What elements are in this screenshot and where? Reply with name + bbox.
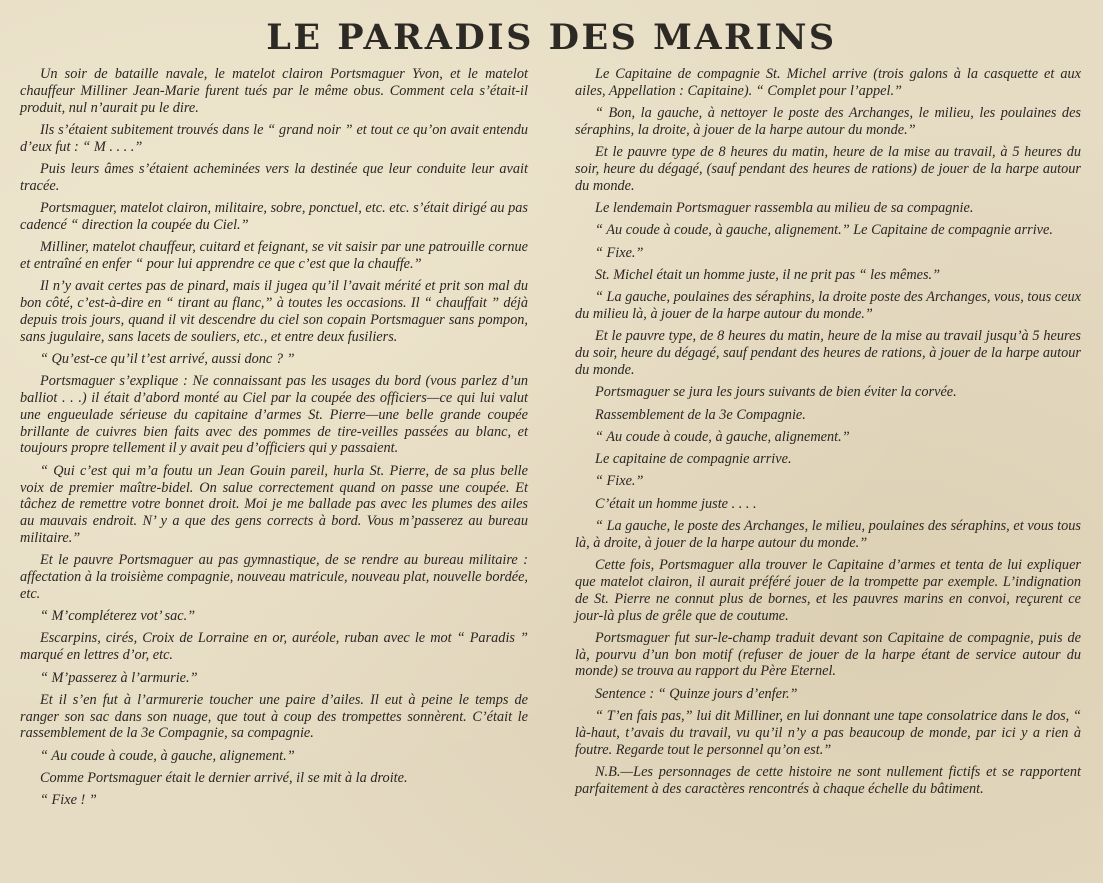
paragraph: Sentence : “ Quinze jours d’enfer.”	[595, 685, 798, 702]
paragraph: Portsmaguer se jura les jours suivants de bien éviter la corvée.	[595, 384, 957, 401]
paragraph: Portsmaguer, matelot clairon, militaire, sobre, ponctuel, etc. etc. s’était dirigé au pas cadencé “ direction la coupée du Ciel.”	[20, 200, 528, 233]
article-title: LE PARADIS DES MARINS	[266, 17, 837, 58]
paragraph: Portsmaguer fut sur-le-champ traduit devant son Capitaine de compagnie, puis de là, pourvu d’un bon motif (refuser de jouer de la harpe étant de service autour du monde) se trouva au rapport du Père Eternel.	[575, 629, 1081, 680]
paragraph: “ M’passerez à l’armurie.”	[40, 669, 198, 686]
footnote: N.B.—Les personnages de cette histoire ne sont nullement fictifs et se rapportent parfaitement à des caractères rencontrés à chaque échelle du bâtiment.	[575, 763, 1081, 797]
paragraph: Le Capitaine de compagnie St. Michel arrive (trois galons à la casquette et aux ailes, Appellation : Capitaine). “ Complet pour l’appel.”	[575, 66, 1081, 99]
paragraph: Ils s’étaient subitement trouvés dans le “ grand noir ” et tout ce qu’on avait entendu d’eux fut : “ M . . . .”	[20, 121, 528, 155]
paragraph: “ Bon, la gauche, à nettoyer le poste des Archanges, le milieu, les poulaines des séraphins, la droite, à jouer de la harpe autour du monde.”	[575, 105, 1081, 138]
paragraph: Le capitaine de compagnie arrive.	[595, 451, 792, 468]
paragraph: Il n’y avait certes pas de pinard, mais il jugea qu’il l’avait mérité et prit son mal du bon côté, c’est-à-dire en “ tirant au flanc,” à toutes les occasions. Il “ chauffait ” déjà depuis trois jours, quand il vit descendre du ciel son copain Portsmaguer sans pompon, sans jugulaire, sans lacets de souliers, etc., et entre deux fusiliers.	[20, 278, 528, 345]
paragraph: “ M’compléterez vot’ sac.”	[40, 608, 196, 625]
paragraph: Et le pauvre Portsmaguer au pas gymnastique, de se rendre au bureau militaire : affectation à la troisième compagnie, nouveau matricule, nouveau plat, nouvelle bordée, etc.	[20, 552, 528, 602]
paragraph: “ Qu’est-ce qu’il t’est arrivé, aussi donc ? ”	[40, 350, 295, 367]
paragraph: “ Qui c’est qui m’a foutu un Jean Gouin pareil, hurla St. Pierre, de sa plus belle voix de premier maître-bidel. On salue correctement quand on passe une coupée. Et tâchez de remettre votre bonnet droit. Moi je me ballade pas avec les plumes des ailes au mauvais endroit. N’ y a que des gens corrects à bord. Vous m’passerez au bureau militaire.”	[20, 462, 528, 546]
paragraph: Escarpins, cirés, Croix de Lorraine en or, auréole, ruban avec le mot “ Paradis ” marqué en lettres d’or, etc.	[20, 630, 528, 664]
paragraph: “ Au coude à coude, à gauche, alignement.” Le Capitaine de compagnie arrive.	[595, 222, 1053, 239]
paragraph: “ Fixe.”	[595, 473, 644, 490]
paragraph: Le lendemain Portsmaguer rassembla au milieu de sa compagnie.	[595, 200, 974, 217]
paragraph: Cette fois, Portsmaguer alla trouver le Capitaine d’armes et tenta de lui expliquer que matelot clairon, il aurait préféré jouer de la trompette par exemple. L’indignation de St. Pierre ne connut plus de bornes, et les pauvres marins en convoi, reçurent ce jour-là plus de grêle que de coutume.	[575, 557, 1081, 624]
paragraph: C’était un homme juste . . . .	[595, 495, 757, 512]
paragraph: Et le pauvre type de 8 heures du matin, heure de la mise au travail, à 5 heures du soir, heure du dégagé, (sauf pendant des heures de rations) de jouer de la harpe autour du monde.	[575, 144, 1081, 194]
paragraph: Puis leurs âmes s’étaient acheminées vers la destinée que leur conduite leur avait tracée.	[20, 160, 528, 194]
left-column	[20, 66, 528, 815]
paragraph: Un soir de bataille navale, le matelot clairon Portsmaguer Yvon, et le matelot chauffeur Milliner Jean-Marie furent tués par le même obus. Comment cela s’était-il produit, nul n’aurait pu le dire.	[20, 66, 528, 116]
right-column	[575, 66, 1081, 803]
paragraph: “ Fixe ! ”	[40, 792, 97, 809]
paragraph: Milliner, matelot chauffeur, cuitard et feignant, se vit saisir par une patrouille cornue et entraîné en enfer “ pour lui apprendre ce que c’est que la chauffe.”	[20, 239, 528, 272]
paragraph: Comme Portsmaguer était le dernier arrivé, il se mit à la droite.	[40, 769, 408, 786]
paragraph: St. Michel était un homme juste, il ne prit pas “ les mêmes.”	[595, 266, 941, 283]
paragraph: “ Au coude à coude, à gauche, alignement.”	[40, 747, 295, 764]
paragraph: “ Au coude à coude, à gauche, alignement.”	[595, 428, 850, 445]
paragraph: “ La gauche, poulaines des séraphins, la droite poste des Archanges, vous, tous ceux du milieu là, à jouer de la harpe autour du monde.”	[575, 289, 1081, 323]
paragraph: “ La gauche, le poste des Archanges, le milieu, poulaines des séraphins, et vous tous là, à droite, à jouer de la harpe autour du monde.”	[575, 518, 1081, 551]
paragraph: Et il s’en fut à l’armurerie toucher une paire d’ailes. Il eut à peine le temps de ranger son sac dans son nuage, que tout à coup des trompettes sonnèrent. C’était le rassemblement de la 3e Compagnie, sa compagnie.	[20, 691, 528, 742]
paragraph: “ Fixe.”	[595, 244, 644, 261]
paragraph: “ T’en fais pas,” lui dit Milliner, en lui donnant une tape consolatrice dans le dos, “ là-haut, t’avais du travail, vu qu’il n’y a pas beaucoup de monde, par ici y a rien à foutre. Regarde tout le personnel qu’on est.”	[575, 708, 1081, 758]
paragraph: Et le pauvre type, de 8 heures du matin, heure de la mise au travail jusqu’à 5 heures du soir, heure du dégagé, sauf pendant des heures de rations, à jouer de la harpe autour du monde.	[575, 328, 1081, 378]
paragraph: Portsmaguer s’explique : Ne connaissant pas les usages du bord (vous parlez d’un balliot . . .) il était d’abord monté au Ciel par la coupée des officiers—ce qui lui valut une engueulade sérieuse du capitaine d’armes St. Pierre—une belle grande coupée brillante de cuivres bien faits avec des pommes de tire-veilles passées au blanc, et toujours propre tellement il y avait peu d’officiers qui y passaient.	[20, 373, 528, 457]
paragraph: Rassemblement de la 3e Compagnie.	[595, 406, 806, 423]
